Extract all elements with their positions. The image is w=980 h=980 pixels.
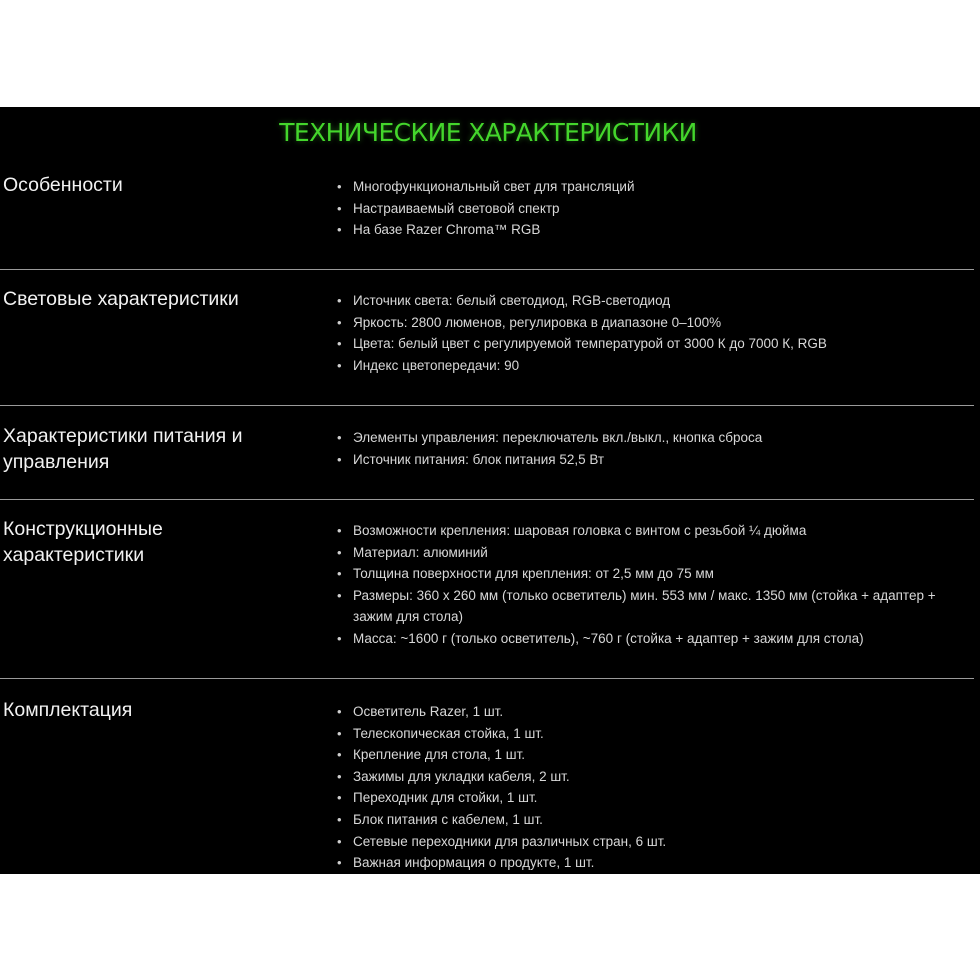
specs-panel — [0, 107, 980, 874]
list-item: • Цвета: белый цвет с регулируемой температурой от 3000 К до 7000 К, RGB — [337, 333, 973, 355]
spec-list — [337, 520, 973, 650]
divider — [0, 405, 974, 406]
bullet-icon: • — [337, 357, 342, 373]
list-item: • Многофункциональный свет для трансляций — [337, 176, 973, 198]
spec-list — [337, 427, 973, 470]
section-label: Конструкционные характеристики — [3, 518, 163, 566]
bullet-icon: • — [337, 200, 342, 216]
list-item: • Толщина поверхности для крепления: от 2,5 мм до 75 мм — [337, 563, 973, 585]
list-item: • На базе Razer Chroma™ RGB — [337, 219, 973, 241]
section-label: Особенности — [3, 174, 123, 196]
list-item: • Возможности крепления: шаровая головка с винтом с резьбой ¼ дюйма — [337, 520, 973, 542]
list-item: • Телескопическая стойка, 1 шт. — [337, 723, 973, 745]
bullet-icon: • — [337, 747, 342, 763]
list-item: • Осветитель Razer, 1 шт. — [337, 701, 973, 723]
bullet-icon: • — [337, 451, 342, 467]
list-item: • Блок питания с кабелем, 1 шт. — [337, 809, 973, 831]
list-item: • Источник света: белый светодиод, RGB-светодиод — [337, 290, 973, 312]
list-item: • Важная информация о продукте, 1 шт. — [337, 852, 973, 874]
list-item: • Индекс цветопередачи: 90 — [337, 355, 973, 377]
bullet-icon: • — [337, 855, 342, 871]
bullet-icon: • — [337, 630, 342, 646]
list-item: • Размеры: 360 x 260 мм (только осветитель) мин. 553 мм / макс. 1350 мм (стойка + адаптер + зажим для стола) — [337, 585, 973, 628]
section-label: Характеристики питания и управления — [3, 425, 243, 473]
divider — [0, 678, 974, 679]
list-item: • Яркость: 2800 люменов, регулировка в диапазоне 0–100% — [337, 312, 973, 334]
bullet-icon: • — [337, 544, 342, 560]
bullet-icon: • — [337, 336, 342, 352]
bullet-icon: • — [337, 704, 342, 719]
bullet-icon: • — [337, 833, 342, 849]
divider — [0, 499, 974, 500]
bullet-icon: • — [337, 314, 342, 330]
spec-list — [337, 290, 973, 376]
list-item: • Зажимы для укладки кабеля, 2 шт. — [337, 766, 973, 788]
bullet-icon: • — [337, 768, 342, 784]
list-item: • Переходник для стойки, 1 шт. — [337, 787, 973, 809]
bullet-icon: • — [337, 179, 342, 194]
page-title: ТЕХНИЧЕСКИЕ ХАРАКТЕРИСТИКИ — [279, 118, 697, 147]
list-item: • Материал: алюминий — [337, 542, 973, 564]
divider — [0, 269, 974, 270]
list-item: • Масса: ~1600 г (только осветитель), ~760 г (стойка + адаптер + зажим для стола) — [337, 628, 973, 650]
bullet-icon: • — [337, 725, 342, 741]
bullet-icon: • — [337, 811, 342, 827]
bullet-icon: • — [337, 523, 342, 538]
bullet-icon: • — [337, 293, 342, 308]
bullet-icon: • — [337, 430, 342, 445]
bullet-icon: • — [337, 222, 342, 238]
list-item: • Настраиваемый световой спектр — [337, 198, 973, 220]
list-item: • Элементы управления: переключатель вкл./выкл., кнопка сброса — [337, 427, 973, 449]
section-label: Световые характеристики — [3, 288, 239, 310]
list-item: • Источник питания: блок питания 52,5 Вт — [337, 449, 973, 471]
spec-list — [337, 701, 973, 874]
section-label: Комплектация — [3, 699, 133, 721]
bullet-icon: • — [337, 566, 342, 582]
bullet-icon: • — [337, 790, 342, 806]
list-item: • Крепление для стола, 1 шт. — [337, 744, 973, 766]
bullet-icon: • — [337, 587, 342, 603]
spec-list — [337, 176, 973, 241]
list-item: • Сетевые переходники для различных стран, 6 шт. — [337, 831, 973, 853]
